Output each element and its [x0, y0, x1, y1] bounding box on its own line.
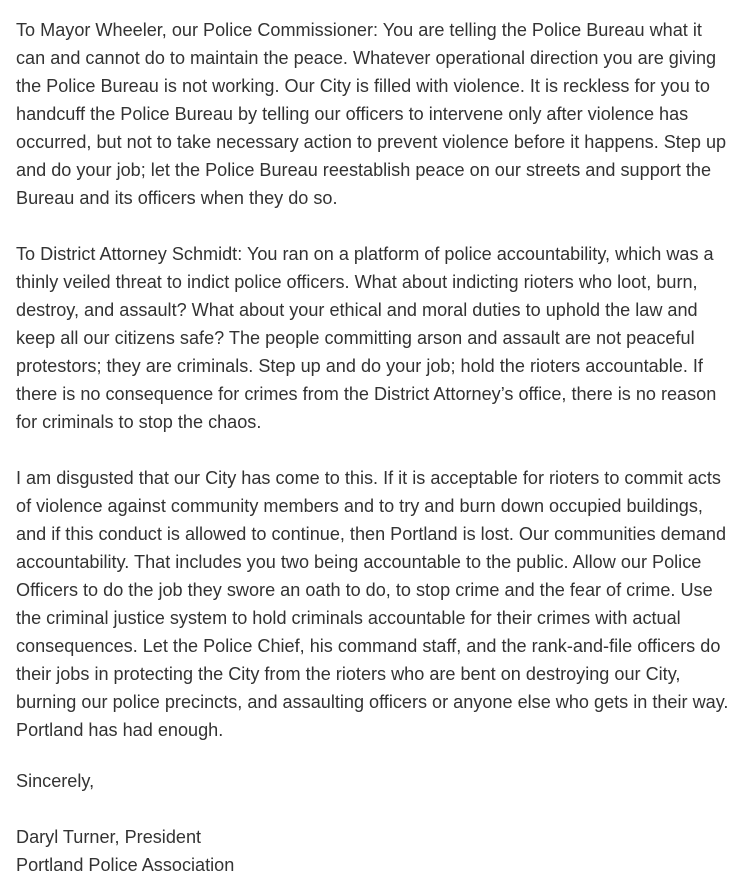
- signature-name: Daryl Turner, President: [16, 827, 202, 847]
- paragraph-conclusion: I am disgusted that our City has come to this. If it is acceptable for rioters to commit acts of violence against community members and to try and burn down occupied buildings, and if this conduct is allowed to continue, then Portland is lost. Our communities demand accountability. That includes you two being accountable to the public. Allow our Police Officers to do the job they swore an oath to do, to stop crime and the fear of crime. Use the criminal justice system to hold criminals accountable for their crimes with actual consequences. Let the Police Chief, his command staff, and the rank-and-file officers do their jobs in protecting the City from the rioters who are bent on destroying our City, burning our police precincts, and assaulting officers or anyone else who gets in their way. Portland has had enough.: [16, 468, 729, 740]
- paragraph-mayor: To Mayor Wheeler, our Police Commissioner: You are telling the Police Bureau what it can and cannot do to maintain the peace. Whatever operational direction you are giving the Police Bureau is not working. Our City is filled with violence. It is reckless for you to handcuff the Police Bureau by telling our officers to intervene only after violence has occurred, but not to take necessary action to prevent violence before it happens. Step up and do your job; let the Police Bureau reestablish peace on our streets and support the Bureau and its officers when they do so.: [16, 20, 727, 208]
- letter-body: [16, 16, 736, 879]
- signature-organization: Portland Police Association: [16, 855, 235, 875]
- paragraph-district-attorney: To District Attorney Schmidt: You ran on a platform of police accountability, which was a thinly veiled threat to indict police officers. What about indicting rioters who loot, burn, destroy, and assault? What about your ethical and moral duties to uphold the law and keep all our citizens safe? The people committing arson and assault are not peaceful protestors; they are criminals. Step up and do your job; hold the rioters accountable. If there is no consequence for crimes from the District Attorney’s office, there is no reason for criminals to stop the chaos.: [16, 244, 717, 432]
- closing-salutation: Sincerely,: [16, 771, 95, 791]
- signature-block: [16, 823, 736, 879]
